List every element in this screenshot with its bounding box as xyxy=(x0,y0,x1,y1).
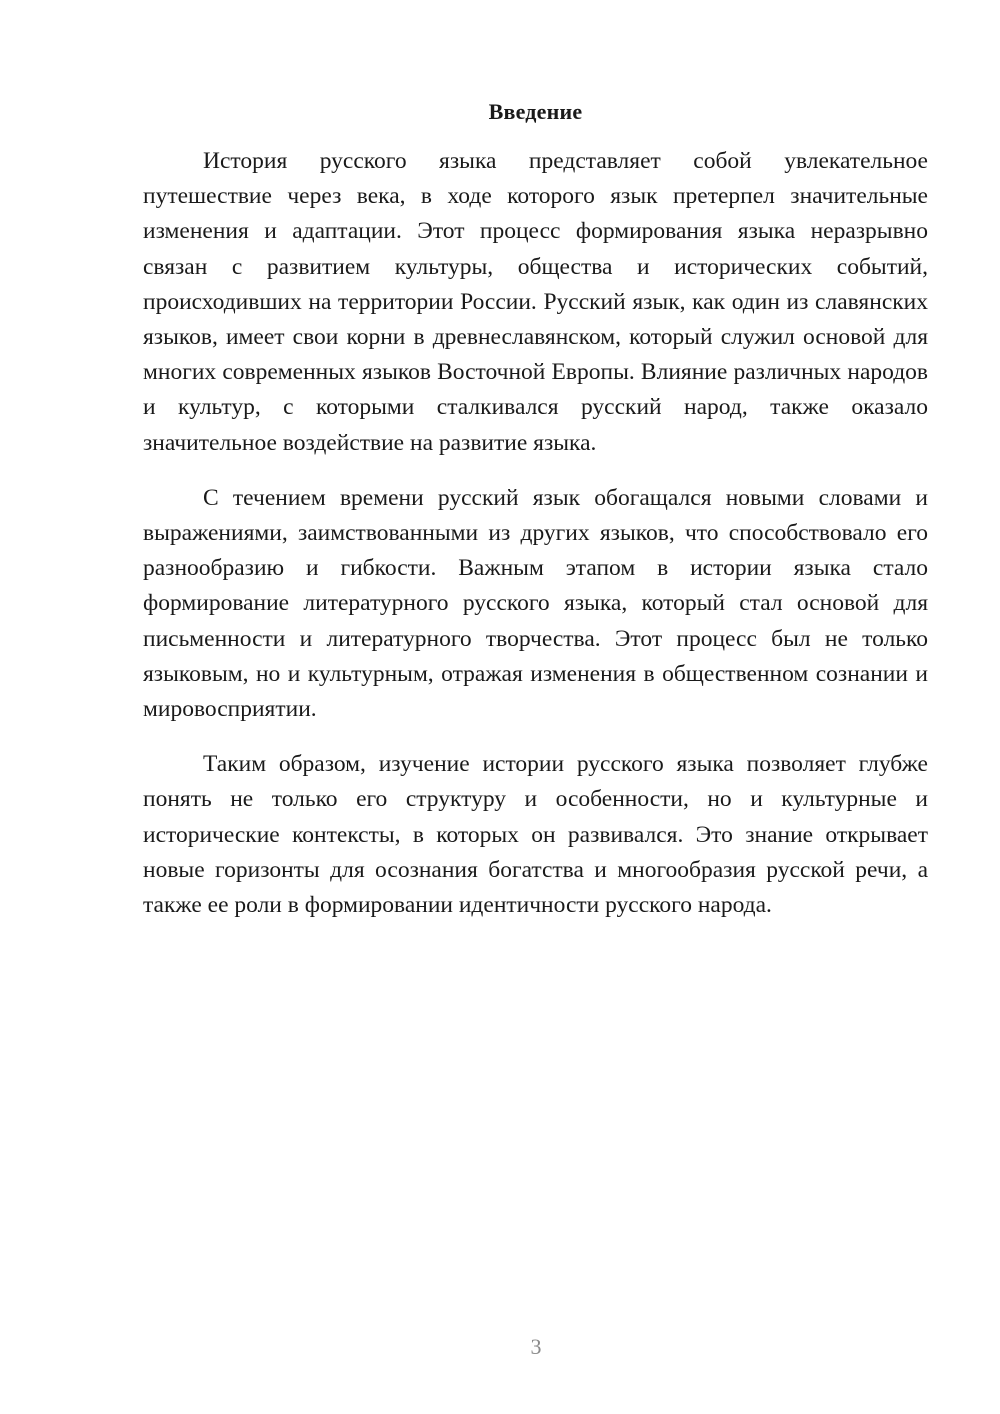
paragraph: С течением времени русский язык обогащался новыми словами и выражениями, заимствованными из других языков, что способствовало его разнообразию и гибкости. Важным этапом в истории языка стало формирование литературного русского языка, который стал основой для письменности и литературного творчества. Этот процесс был не только языковым, но и культурным, отражая изменения в общественном сознании и мировосприятии. xyxy=(143,484,928,723)
page-number: 3 xyxy=(530,1334,542,1359)
section-title: Введение xyxy=(488,99,583,124)
paragraph: Таким образом, изучение истории русского языка позволяет глубже понять не только его структуру и особенности, но и культурные и исторические контексты, в которых он развивался. Это знание открывает новые горизонты для осознания богатства и многообразия русской речи, а также ее роли в формировании идентичности русского народа. xyxy=(143,751,928,919)
paragraph: История русского языка представляет собой увлекательное путешествие через века, в ходе которого язык претерпел значительные изменения и адаптации. Этот процесс формирования языка неразрывно связан с развитием культуры, общества и исторических событий, происходивших на территории России. Русский язык, как один из славянских языков, имеет свои корни в древнеславянском, который служил основой для многих современных языков Восточной Европы. Влияние различных народов и культур, с которыми сталкивался русский народ, также оказало значительное воздействие на развитие языка. xyxy=(143,148,928,456)
page-content xyxy=(143,97,928,923)
